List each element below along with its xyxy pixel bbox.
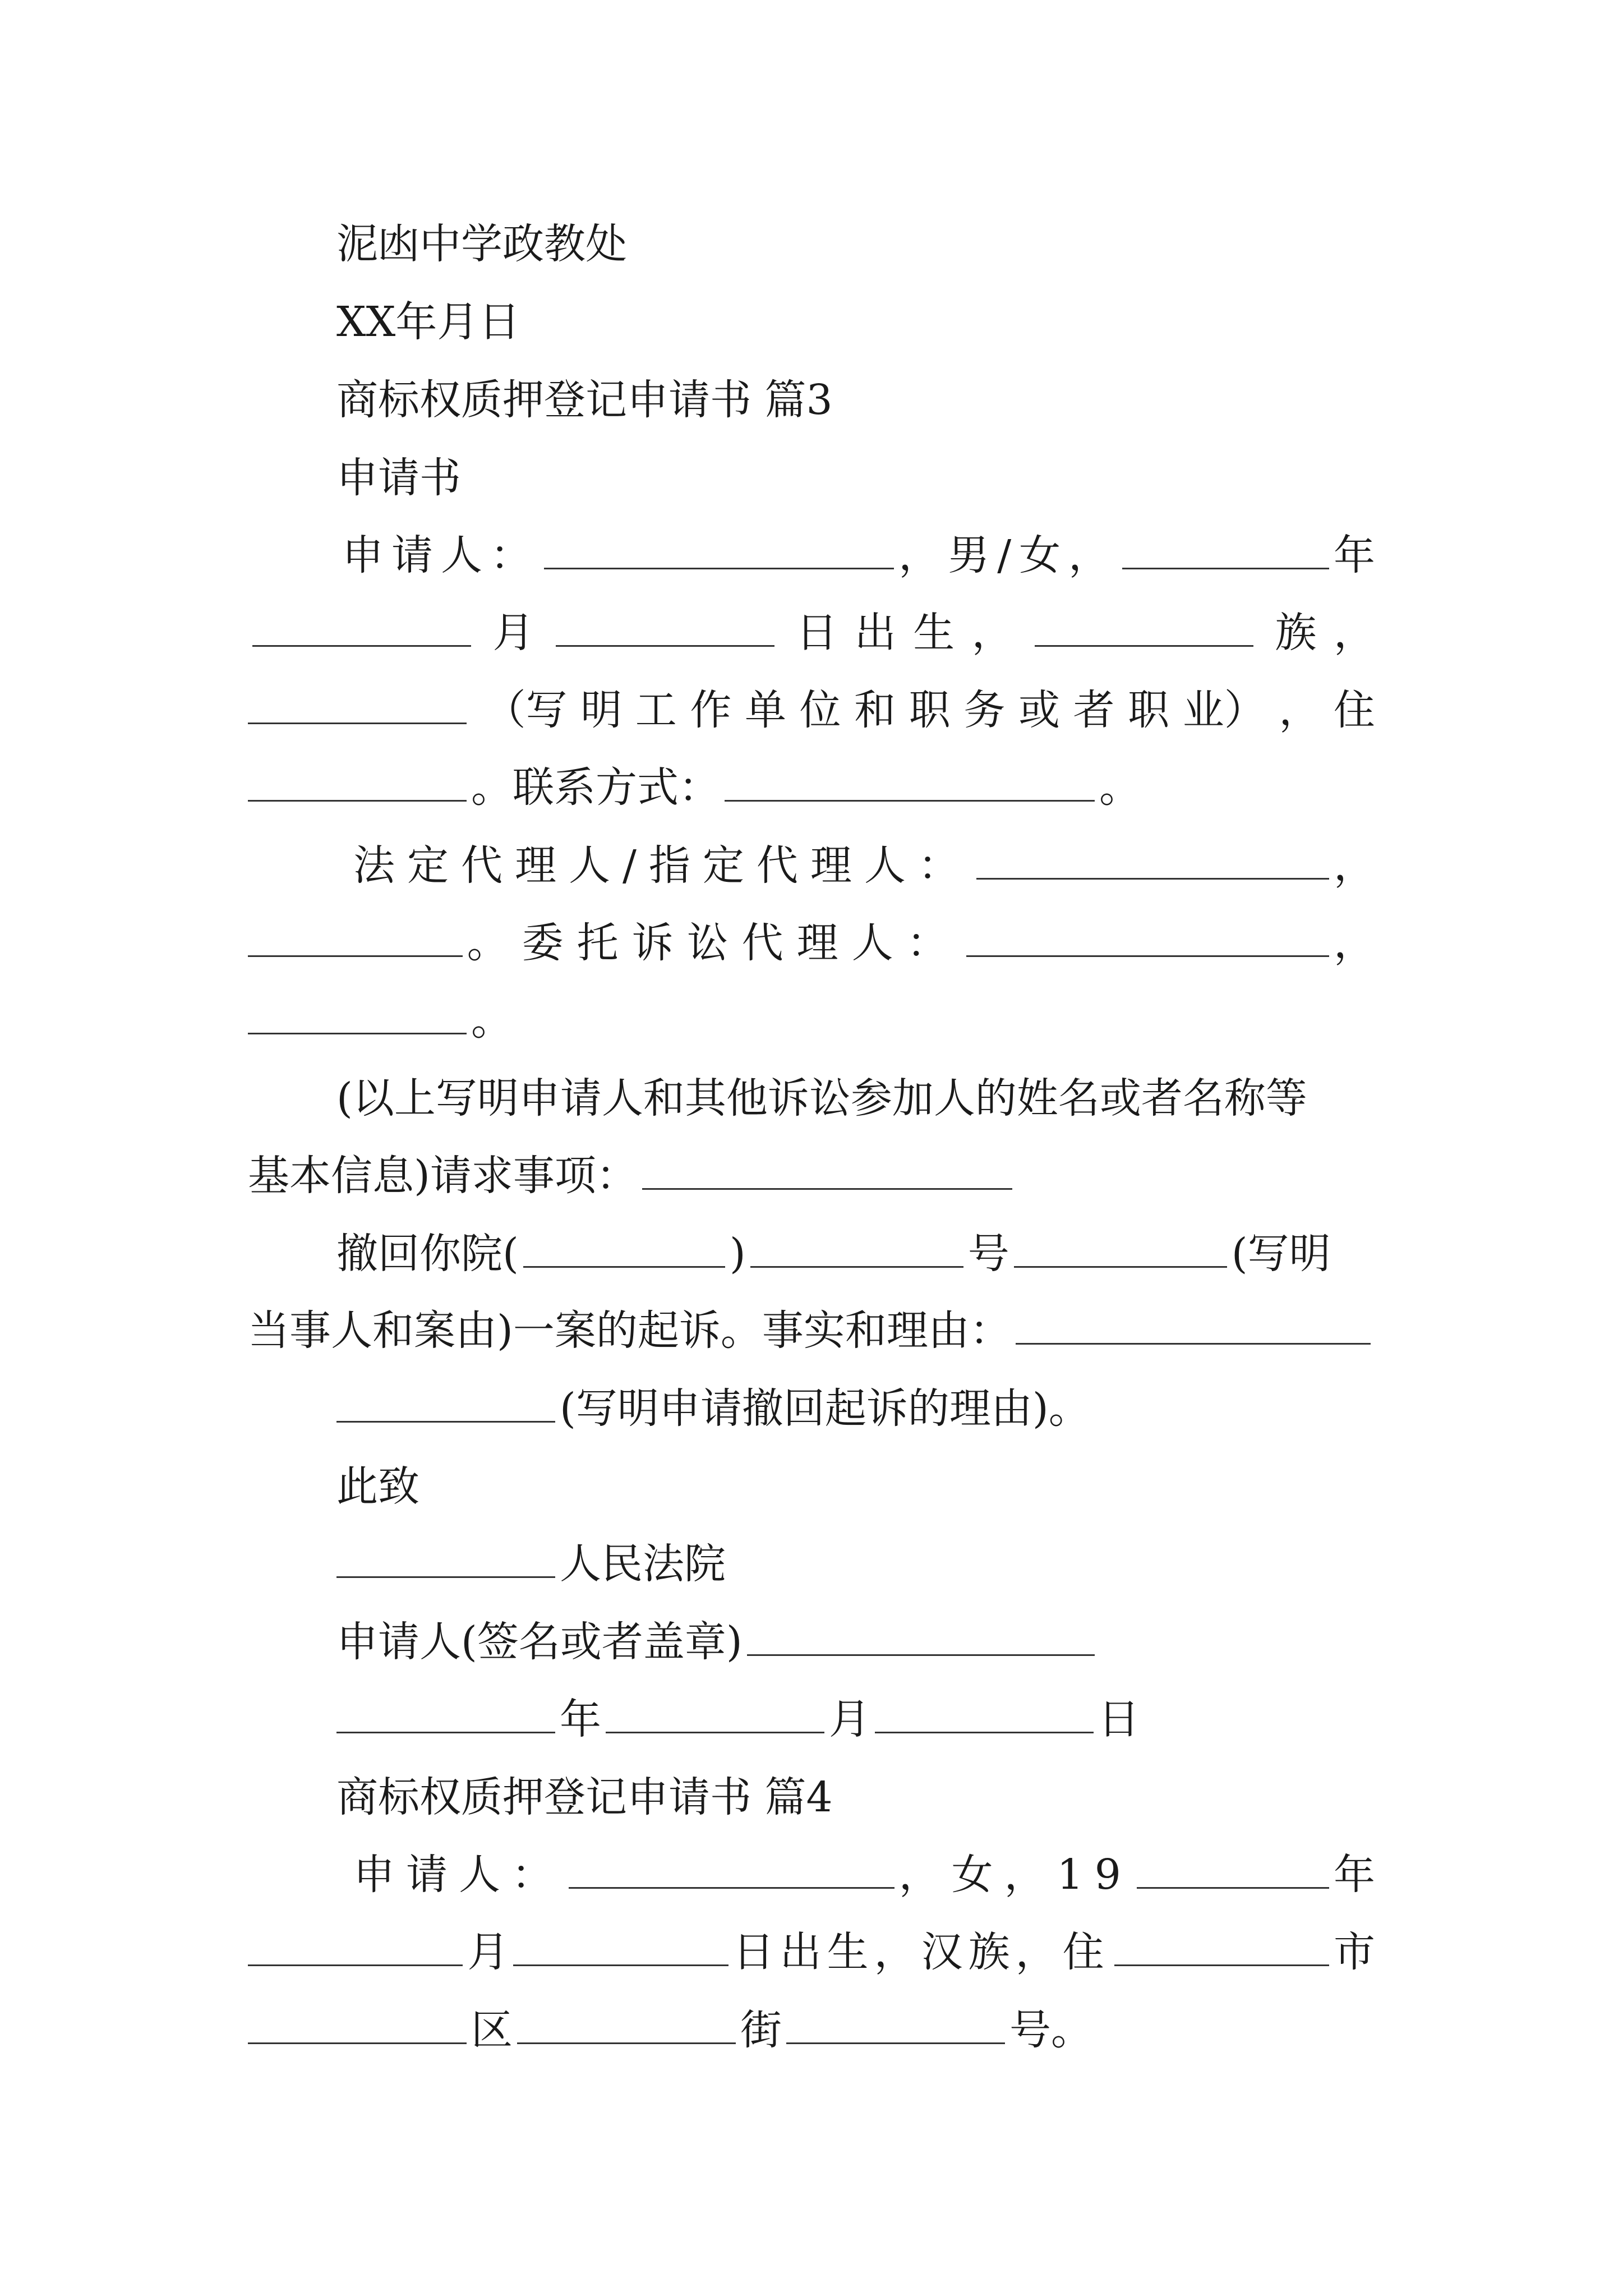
birth-month-blank[interactable] xyxy=(248,1925,463,1966)
year-label: 年 xyxy=(1334,1851,1375,1899)
occupation-text: 者 xyxy=(1073,686,1115,734)
applicant-label: 申请人： xyxy=(353,1851,564,1899)
comma: ， xyxy=(1334,919,1375,967)
reason-note: (写明申请撤回起诉的理由)。 xyxy=(560,1384,1090,1433)
legal-rep-label: 法定代理人/指定代理人： xyxy=(353,841,972,890)
occupation-text: 或 xyxy=(1018,686,1060,734)
agent-detail-line xyxy=(248,992,1375,1048)
comma: ， xyxy=(1334,841,1375,890)
house-number-blank[interactable] xyxy=(786,2003,1005,2044)
day-label: 日 xyxy=(1098,1695,1140,1743)
ethnicity-blank[interactable] xyxy=(1035,606,1253,647)
birth-day-blank[interactable] xyxy=(556,606,774,647)
month-label: 月 xyxy=(467,1928,509,1976)
reason-blank[interactable] xyxy=(1016,1304,1371,1345)
case-year-blank[interactable] xyxy=(523,1227,725,1268)
month-label: 月 xyxy=(829,1695,870,1743)
signature-date: XX年月日 xyxy=(336,298,520,346)
occupation-text: 明 xyxy=(580,686,623,734)
district-blank[interactable] xyxy=(248,2003,467,2044)
applicant-line xyxy=(342,527,1375,583)
contact-line xyxy=(248,760,1375,816)
date-line xyxy=(336,1691,1375,1747)
occupation-text: 作 xyxy=(690,686,732,734)
applicant-name-blank[interactable] xyxy=(569,1848,895,1889)
contact-blank[interactable] xyxy=(725,761,1095,802)
ethnicity-label: 族 xyxy=(1275,609,1317,657)
signature-blank[interactable] xyxy=(747,1615,1095,1656)
occupation-text: 和 xyxy=(854,686,896,734)
case-number-blank[interactable] xyxy=(1014,1227,1227,1268)
occupation-text: ， xyxy=(1279,686,1321,734)
legal-rep-blank[interactable] xyxy=(976,839,1329,880)
residence-label: 住 xyxy=(1333,686,1375,734)
applicant-label: 申请人： xyxy=(342,531,540,579)
occupation-text: 业） xyxy=(1182,686,1266,734)
occupation-text: 职 xyxy=(1128,686,1170,734)
birth-year-blank[interactable] xyxy=(1122,528,1329,569)
withdraw-line xyxy=(336,1226,1375,1282)
city-label: 市 xyxy=(1333,1928,1375,1976)
agent-blank[interactable] xyxy=(966,916,1329,957)
city-blank[interactable] xyxy=(1114,1925,1329,1966)
date-year-blank[interactable] xyxy=(336,1692,555,1733)
reason-label: 当事人和案由)一案的起诉。事实和理由： xyxy=(248,1306,1011,1355)
address-line xyxy=(248,2002,1375,2058)
street-blank[interactable] xyxy=(517,2003,736,2044)
date-month-blank[interactable] xyxy=(606,1692,824,1733)
occupation-text: 职 xyxy=(909,686,951,734)
street-label: 街 xyxy=(740,2006,782,2054)
case-code-blank[interactable] xyxy=(750,1227,963,1268)
reason-note-line xyxy=(336,1381,1375,1437)
district-label: 区 xyxy=(471,2006,513,2054)
section-heading-3: 商标权质押登记申请书 篇3 xyxy=(336,376,833,424)
born-label-1: 出 xyxy=(854,609,896,657)
gender-label: ，男/女， xyxy=(898,531,1118,579)
legal-rep-line xyxy=(353,838,1375,894)
occupation-text: 工 xyxy=(635,686,677,734)
signature-label: 申请人(签名或者盖章) xyxy=(336,1618,743,1666)
court-blank[interactable] xyxy=(336,1537,555,1578)
occupation-text: （写 xyxy=(484,686,568,734)
case-number-label: 号 xyxy=(967,1230,1009,1278)
address-blank[interactable] xyxy=(248,761,467,802)
born-residence-label: 日出生，汉族，住 xyxy=(732,1928,1110,1976)
court-label: 人民法院 xyxy=(560,1540,726,1588)
year-label: 年 xyxy=(1334,531,1375,579)
section-heading-4: 商标权质押登记申请书 篇4 xyxy=(336,1773,833,1821)
note-text: (以上写明申请人和其他诉讼参加人的姓名或者名称等 xyxy=(336,1074,1307,1122)
year-label: 年 xyxy=(560,1695,601,1743)
agent-line xyxy=(248,915,1375,971)
month-label: 月 xyxy=(492,609,534,657)
court-line xyxy=(336,1536,1375,1592)
occupation-text: 单 xyxy=(744,686,786,734)
occupation-text: 务 xyxy=(963,686,1006,734)
birth-year-blank[interactable] xyxy=(1137,1848,1329,1889)
reason-detail-blank[interactable] xyxy=(336,1382,555,1423)
agent-detail-blank[interactable] xyxy=(248,993,467,1034)
birth-month-blank[interactable] xyxy=(252,606,471,647)
occupation-text: 位 xyxy=(799,686,841,734)
contact-label: 。联系方式： xyxy=(471,763,720,812)
signature-line xyxy=(336,1614,1375,1670)
legal-rep-detail-blank[interactable] xyxy=(248,916,463,957)
birth-address-line xyxy=(248,1924,1375,1980)
request-label: 基本信息)请求事项： xyxy=(248,1152,638,1200)
date-day-blank[interactable] xyxy=(875,1692,1094,1733)
period: 。 xyxy=(1099,763,1141,812)
request-line xyxy=(248,1148,1375,1204)
born-label-2: 生 xyxy=(913,609,955,657)
applicant-name-blank[interactable] xyxy=(544,528,894,569)
reason-line xyxy=(248,1303,1375,1359)
agent-label: 。委托诉讼代理人： xyxy=(467,919,962,967)
gender-year-label: ，女，19 xyxy=(898,1851,1132,1899)
applicant-line-2 xyxy=(353,1847,1375,1903)
note-label: (写明 xyxy=(1231,1230,1331,1278)
occupation-line xyxy=(248,682,1375,738)
salutation: 此致 xyxy=(336,1462,419,1511)
form-title: 申请书 xyxy=(336,454,461,502)
paren-close: ) xyxy=(729,1230,746,1278)
comma: ， xyxy=(1333,609,1375,657)
birth-day-blank[interactable] xyxy=(513,1925,728,1966)
occupation-blank[interactable] xyxy=(248,683,467,724)
day-label: 日 xyxy=(796,609,838,657)
comma: ， xyxy=(971,609,1013,657)
birth-line xyxy=(248,605,1375,661)
period: 。 xyxy=(471,996,513,1045)
house-number-label: 号。 xyxy=(1009,2006,1092,2054)
signature-org: 泥凼中学政教处 xyxy=(336,220,627,268)
request-blank[interactable] xyxy=(642,1149,1012,1190)
withdraw-label: 撤回你院( xyxy=(336,1230,519,1278)
